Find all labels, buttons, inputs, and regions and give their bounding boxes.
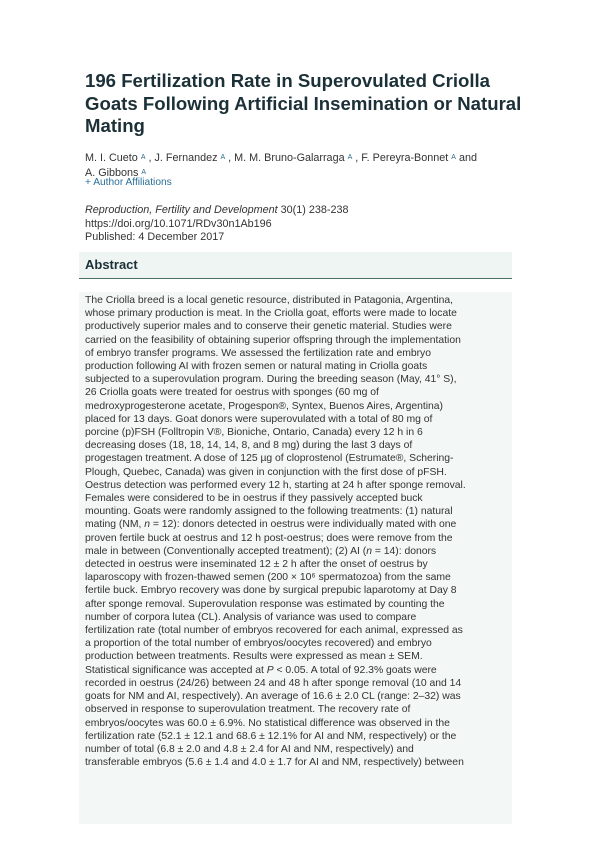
abstract-line: carried on the feasibility of obtaining superior offspring through the implementation (85, 334, 461, 346)
abstract-line: placed for 13 days. Goat donors were superovulated with a total of 80 mg of (85, 413, 433, 425)
abstract-line: whose primary production is meat. In the Criolla goat, efforts were made to locate (85, 308, 457, 320)
abstract-line: Statistical significance was accepted at P < 0.05. A total of 92.3% goats were (85, 664, 437, 676)
abstract-line: of embryo transfer programs. We assessed the fertilization rate and embryo (85, 347, 431, 359)
abstract-line: observed in response to superovulation treatment. The recovery rate of (85, 704, 411, 716)
abstract-line: laparoscopy with frozen-thawed semen (200 × 10⁶ spermatozoa) from the same (85, 572, 451, 584)
volume-pages: 30(1) 238-238 (277, 204, 349, 216)
author-1[interactable]: M. I. Cueto $^A$ (85, 152, 146, 164)
abstract-line: production following AI with frozen semen or natural mating in Criolla goats (85, 361, 428, 373)
abstract-line: transferable embryos (5.6 ± 1.4 and 4.0 ± 1.7 for AI and NM, respectively) between (85, 757, 464, 769)
affiliation-mark: A (451, 154, 456, 161)
author-affiliations-link[interactable]: + Author Affiliations (85, 177, 172, 188)
abstract-line: proven fertile buck at oestrus and 12 h post-oestrus; does were remove from the (85, 532, 453, 544)
abstract-line: progestagen treatment. A dose of 125 µg of cloprostenol (Estrumate®, Schering- (85, 453, 454, 465)
abstract-line: medroxyprogesterone acetate, Progespon®, Syntex, Buenos Aires, Argentina) (85, 400, 443, 412)
abstract-line: number of total (6.8 ± 2.0 and 4.8 ± 2.4 for AI and NM, respectively) and (85, 743, 414, 755)
abstract-line: subjected to a superovulation program. During the breeding season (May, 41° S), (85, 374, 457, 386)
affiliation-mark: A (347, 154, 353, 161)
abstract-line: detected in oestrus were inseminated 12 ± 2 h after the onset of oestrus by (85, 559, 428, 571)
author-2[interactable]: J. Fernandez $^A$ (154, 152, 226, 164)
abstract-line: a proportion of the total number of embryos/oocytes recovered) and embryo (85, 638, 432, 650)
affiliation-mark: A (220, 154, 226, 161)
abstract-line: male in between (Conventionally accepted treatment); (2) AI (n = 14): donors (85, 545, 437, 557)
abstract-line: Females were considered to be in oestrus if they passively accepted buck (85, 493, 423, 505)
published-date: Published: 4 December 2017 (85, 231, 225, 243)
citation-block (85, 204, 515, 245)
abstract-line: mounting. Goats were randomly assigned to the following treatments: (1) natural (85, 506, 453, 518)
abstract-line: Plough, Quebec, Canada) was given in conjunction with the first dose of pFSH. (85, 466, 447, 478)
abstract-line: productively superior males and to conserve their genetic material. Studies were (85, 321, 452, 333)
author-5[interactable]: A. Gibbons $^A$ (85, 166, 147, 179)
abstract-line: fertilization rate (total number of embryos recovered for each animal, expressed as (85, 625, 463, 637)
abstract-line: porcine (p)FSH (Folltropin V®, Bioniche, Ontario, Canada) every 12 h in 6 (85, 427, 423, 439)
doi-link[interactable]: https://doi.org/10.1071/RDv30n1Ab196 (85, 217, 272, 230)
abstract-text (85, 294, 507, 769)
abstract-line: Oestrus detection was performed every 12 h, starting at 24 h after sponge removal. (85, 479, 466, 491)
author-4[interactable]: F. Pereyra-Bonnet $^A$ (361, 152, 456, 164)
abstract-line: fertilization rate (52.1 ± 12.1 and 68.6 ± 12.1% for AI and NM, respectively) or the (85, 730, 457, 742)
abstract-header-bar (79, 252, 512, 279)
abstract-line: after sponge removal. Superovulation response was estimated by counting the (85, 598, 445, 610)
article-title: 196 Fertilization Rate in Superovulated Criolla Goats Following Artificial Insemination or Natural Mating (85, 70, 522, 136)
abstract-heading: Abstract (85, 257, 138, 272)
abstract-line: number of corpora lutea (CL). Analysis of variance was used to compare (85, 611, 417, 623)
abstract-line: recorded in oestrus (24/26) between 24 and 48 h after sponge removal (10 and 14 (85, 677, 462, 689)
journal-name: Reproduction, Fertility and Development (85, 204, 278, 216)
abstract-line: decreasing doses (18, 18, 14, 14, 8, and 8 mg) during the last 3 days of (85, 440, 413, 452)
abstract-line: fertile buck. Embryo recovery was done by surgical prepubic laparotomy at Day 8 (85, 585, 457, 597)
affiliation-mark: A (140, 154, 146, 161)
abstract-line: mating (NM, n = 12): donors detected in oestrus were individually mated with one (85, 519, 457, 531)
abstract-line: goats for NM and AI, respectively). An average of 16.6 ± 2.0 CL (range: 2–32) was (85, 691, 461, 703)
abstract-line: 26 Criolla goats were treated for oestrus with sponges (60 mg of (85, 387, 379, 399)
abstract-line: embryos/oocytes was 60.0 ± 6.9%. No statistical difference was observed in the (85, 717, 450, 729)
affiliation-mark: A (141, 168, 147, 176)
abstract-line: The Criolla breed is a local genetic resource, distributed in Patagonia, Argentina, (85, 295, 453, 306)
abstract-line: production between treatments. Results were expressed as mean ± SEM. (85, 651, 423, 663)
author-3[interactable]: M. M. Bruno-Galarraga $^A$ (234, 152, 353, 164)
author-list: M. I. Cueto $^A$ , J. Fernandez $^A$ , M. M. Bruno-Galarraga $^A$ , F. Pereyra-Bonnet $^A$ and A. Gibbons $^A$ (85, 152, 477, 179)
